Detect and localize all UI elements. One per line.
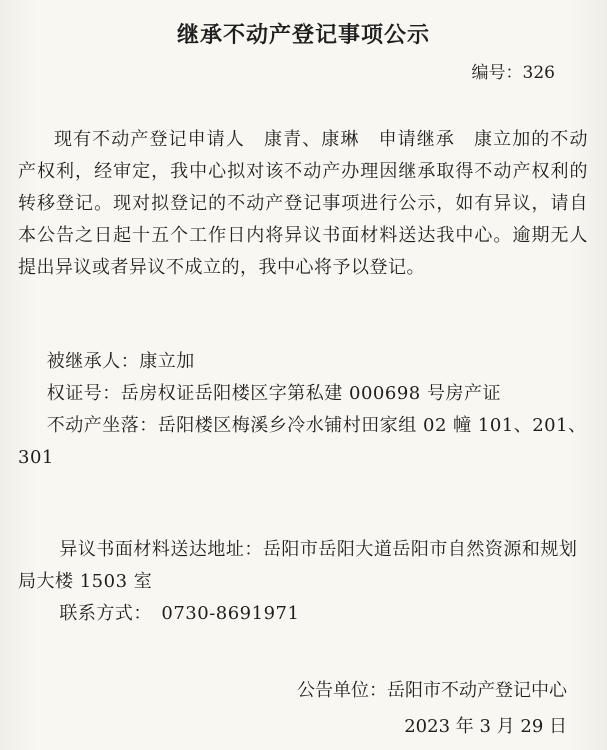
document-number: 编号：326 bbox=[471, 63, 555, 83]
contact-line: 联系方式： 0730-8691971 bbox=[59, 603, 300, 624]
date-line: 2023 年 3 月 29 日 bbox=[404, 716, 567, 737]
certificate-line: 权证号：岳房权证岳阳楼区字第私建 000698 号房产证 bbox=[46, 383, 501, 404]
notice-paragraph: 现有不动产登记申请人 康青、康琳 申请继承 康立加的不动产权利，经审定，我中心拟对该不动产办理因继承取得不动产权利的转移登记。现对拟登记的不动产登记事项进行公示，如有异议，请自本公告之日起十五个工作日内将异议书面材料送达我中心。逾期无人提出异议或者异议不成立的，我中心将予以登记。 bbox=[18, 129, 588, 278]
objection-address: 异议书面材料送达地址：岳阳市岳阳大道岳阳市自然资源和规划局大楼 1503 室 bbox=[18, 539, 578, 592]
decedent-line: 被继承人：康立加 bbox=[46, 351, 195, 372]
notice-body bbox=[18, 124, 588, 284]
details-section bbox=[18, 346, 588, 474]
objection-section bbox=[18, 534, 588, 630]
issuer-line: 公告单位：岳阳市不动产登记中心 bbox=[297, 680, 567, 701]
page-title: 继承不动产登记事项公示 bbox=[176, 23, 430, 48]
location-line: 不动产坐落：岳阳楼区梅溪乡冷水铺村田家组 02 幢 101、201、301 bbox=[18, 415, 587, 468]
